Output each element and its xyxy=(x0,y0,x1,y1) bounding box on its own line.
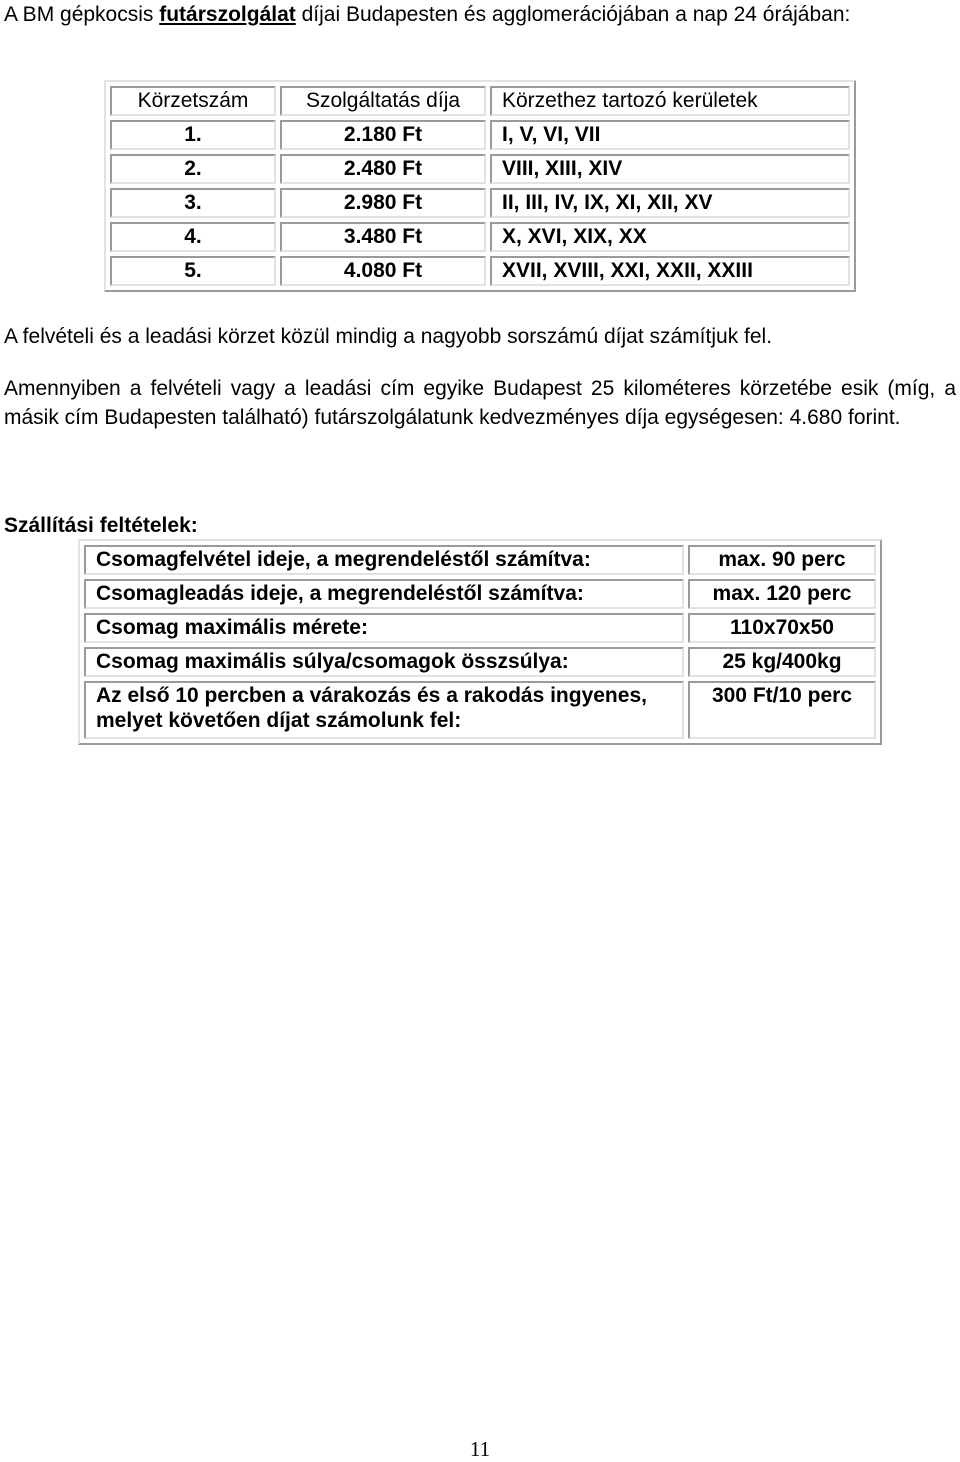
rule-note: A felvételi és a leadási körzet közül mindig a nagyobb sorszámú díjat számítjuk fel. xyxy=(4,325,773,348)
table-row xyxy=(110,120,850,150)
table-row xyxy=(110,222,850,252)
intro-highlight-link: futárszolgálat xyxy=(159,3,296,26)
shipping-value: 300 Ft/10 perc xyxy=(688,681,876,739)
shipping-value: 25 kg/400kg xyxy=(688,647,876,677)
table-row xyxy=(84,579,876,609)
fee-cell: 2.180 Ft xyxy=(280,120,486,150)
fee-cell: 3.480 Ft xyxy=(280,222,486,252)
zone-cell: 3. xyxy=(110,188,276,218)
shipping-value: max. 120 perc xyxy=(688,579,876,609)
price-table xyxy=(104,80,856,292)
shipping-value: 110x70x50 xyxy=(688,613,876,643)
header-zone: Körzetszám xyxy=(110,86,276,116)
shipping-label: Az első 10 percben a várakozás és a rakodás ingyenes, melyet követően díjat számolunk fel: xyxy=(84,681,684,739)
intro-suffix: díjai Budapesten és agglomerációjában a nap 24 órájában: xyxy=(295,3,851,26)
districts-cell: II, III, IV, IX, XI, XII, XV xyxy=(490,188,850,218)
fee-cell: 2.980 Ft xyxy=(280,188,486,218)
shipping-label: Csomag maximális súlya/csomagok összsúlya: xyxy=(84,647,684,677)
districts-cell: I, V, VI, VII xyxy=(490,120,850,150)
table-row xyxy=(110,154,850,184)
header-districts: Körzethez tartozó kerületek xyxy=(490,86,850,116)
discount-note: Amennyiben a felvételi vagy a leadási cím egyike Budapest 25 kilométeres körzetébe esik (míg, a másik cím Budapesten található) futárszolgálatunk kedvezményes díja egységesen: 4.680 forint. xyxy=(4,377,956,429)
zone-cell: 1. xyxy=(110,120,276,150)
shipping-label: Csomag maximális mérete: xyxy=(84,613,684,643)
header-fee: Szolgáltatás díja xyxy=(280,86,486,116)
table-row xyxy=(110,188,850,218)
price-table-header xyxy=(110,86,850,116)
zone-cell: 2. xyxy=(110,154,276,184)
intro-prefix: A BM gépkocsis xyxy=(4,3,160,26)
fee-cell: 4.080 Ft xyxy=(280,256,486,286)
table-row xyxy=(110,256,850,286)
shipping-label: Csomagleadás ideje, a megrendeléstől számítva: xyxy=(84,579,684,609)
page-number: 11 xyxy=(469,1437,491,1461)
zone-cell: 4. xyxy=(110,222,276,252)
shipping-value: max. 90 perc xyxy=(688,545,876,575)
table-row xyxy=(84,613,876,643)
districts-cell: X, XVI, XIX, XX xyxy=(490,222,850,252)
districts-cell: XVII, XVIII, XXI, XXII, XXIII xyxy=(490,256,850,286)
intro-paragraph xyxy=(4,0,956,29)
zone-cell: 5. xyxy=(110,256,276,286)
table-row xyxy=(84,545,876,575)
districts-cell: VIII, XIII, XIV xyxy=(490,154,850,184)
shipping-label: Csomagfelvétel ideje, a megrendeléstől számítva: xyxy=(84,545,684,575)
table-row xyxy=(84,647,876,677)
shipping-table xyxy=(78,539,882,745)
fee-cell: 2.480 Ft xyxy=(280,154,486,184)
table-row xyxy=(84,681,876,739)
shipping-title: Szállítási feltételek: xyxy=(4,514,198,537)
